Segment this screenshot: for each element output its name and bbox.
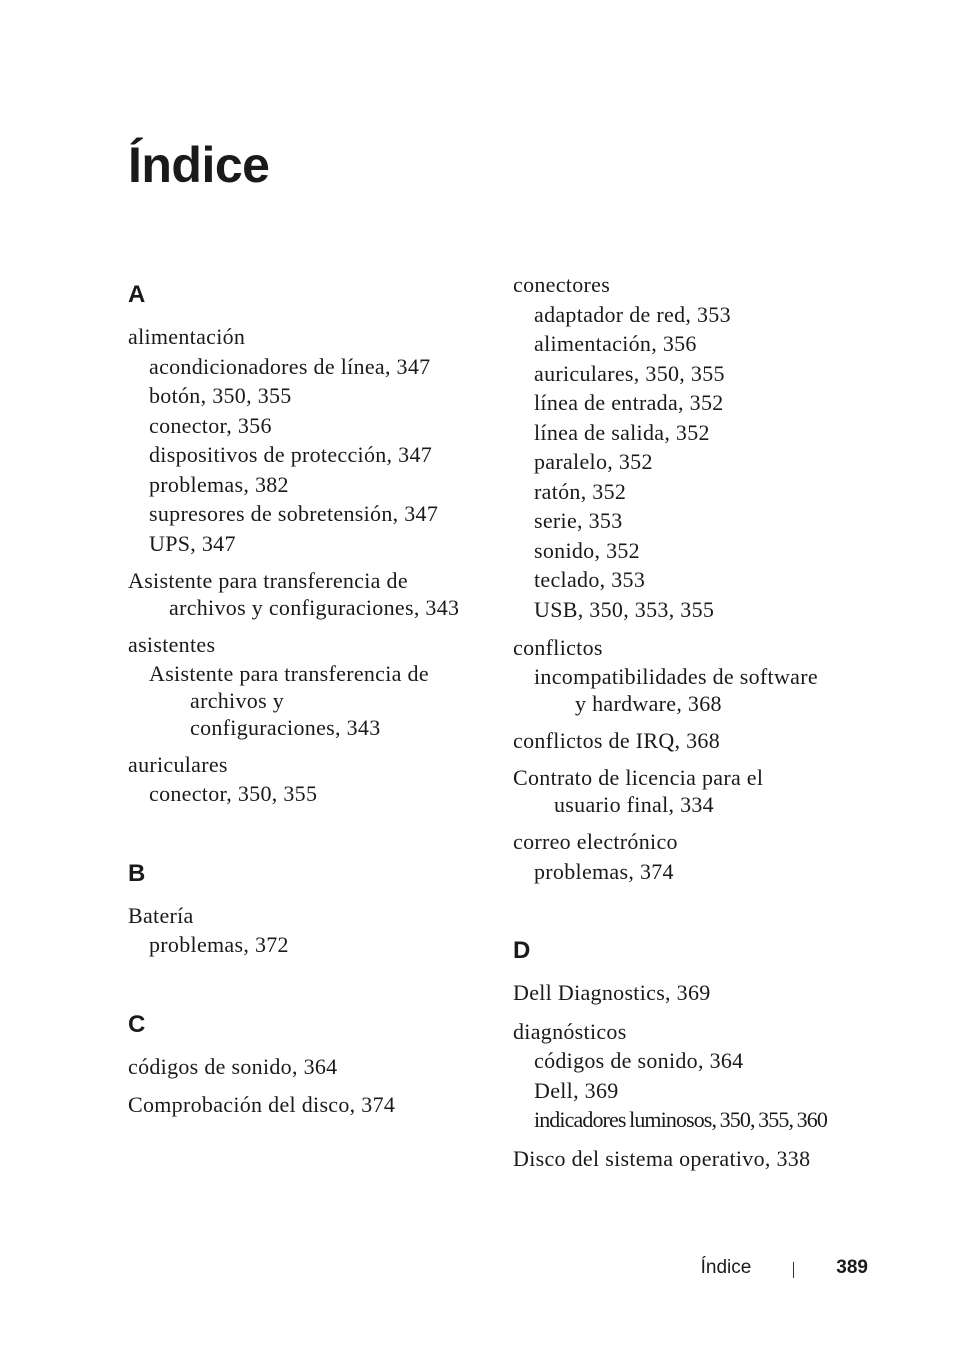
index-term: asistentes — [128, 632, 216, 657]
index-subterm: sonido, 352 — [534, 537, 640, 563]
index-entry — [513, 978, 873, 1008]
index-subterm: Asistente para transferencia de — [149, 660, 429, 686]
index-term: Disco del sistema operativo, 338 — [513, 1145, 811, 1171]
index-entry — [513, 726, 873, 756]
index-subterm: y hardware, 368 — [575, 690, 722, 716]
index-entry — [128, 1090, 488, 1120]
index-entry — [128, 322, 488, 558]
index-entry — [128, 567, 488, 621]
index-subterm: archivos y configuraciones, 343 — [169, 595, 460, 620]
index-term: Comprobación del disco, 374 — [128, 1092, 396, 1117]
index-entry — [128, 750, 488, 809]
index-term: diagnósticos — [513, 1018, 627, 1044]
index-term: Asistente para transferencia de — [128, 568, 408, 593]
index-entry — [513, 827, 873, 886]
index-term: Contrato de licencia para el — [513, 765, 764, 790]
index-entry — [513, 764, 873, 818]
index-entry — [128, 901, 488, 960]
index-entry — [513, 1144, 873, 1174]
index-subterm: acondicionadores de línea, 347 — [149, 353, 431, 379]
index-subterm: incompatibilidades de software — [534, 663, 818, 689]
index-subterm: conector, 350, 355 — [149, 781, 318, 806]
index-subterm: problemas, 382 — [149, 471, 289, 497]
index-subterm: teclado, 353 — [534, 567, 646, 592]
index-subterm: Dell, 369 — [534, 1077, 619, 1103]
footer-divider — [793, 1262, 794, 1278]
index-column-right — [513, 270, 873, 1182]
index-subterm: línea de entrada, 352 — [534, 390, 724, 415]
index-subterm: adaptador de red, 353 — [534, 301, 731, 327]
index-subterm: ratón, 352 — [534, 478, 627, 504]
index-entry — [128, 630, 488, 741]
index-subterm: serie, 353 — [534, 508, 623, 533]
index-subterm: línea de salida, 352 — [534, 419, 710, 445]
index-column-left — [128, 270, 488, 1129]
index-subterm: usuario final, 334 — [554, 792, 714, 817]
page-title: Índice — [128, 137, 270, 193]
section-letter: A — [128, 281, 146, 308]
index-subterm: paralelo, 352 — [534, 449, 653, 474]
index-subterm: USB, 350, 353, 355 — [534, 596, 715, 622]
index-entry — [128, 1052, 488, 1082]
index-term: códigos de sonido, 364 — [128, 1053, 338, 1079]
index-subterm: archivos y — [190, 687, 285, 713]
index-subterm: conector, 356 — [149, 412, 272, 438]
section-letter: D — [513, 937, 531, 964]
index-term: correo electrónico — [513, 829, 678, 854]
index-subterm: UPS, 347 — [149, 530, 236, 556]
index-subterm: códigos de sonido, 364 — [534, 1048, 744, 1073]
index-term: Batería — [128, 902, 194, 928]
index-subterm: problemas, 372 — [149, 932, 289, 957]
index-term: conflictos de IRQ, 368 — [513, 727, 721, 753]
index-subterm: dispositivos de protección, 347 — [149, 442, 433, 467]
index-subterm: indicadores luminosos, 350, 355, 360 — [534, 1107, 827, 1132]
index-subterm: supresores de sobretensión, 347 — [149, 501, 439, 526]
index-subterm: problemas, 374 — [534, 858, 674, 884]
index-subterm: configuraciones, 343 — [190, 714, 381, 740]
index-subterm: auriculares, 350, 355 — [534, 360, 725, 386]
section-letter: B — [128, 859, 146, 887]
index-subterm: botón, 350, 355 — [149, 383, 292, 408]
page-footer — [701, 1256, 868, 1280]
index-entry — [513, 633, 873, 717]
index-term: Dell Diagnostics, 369 — [513, 980, 711, 1005]
index-term: auriculares — [128, 751, 228, 777]
index-entry — [513, 270, 873, 624]
index-term: conflictos — [513, 635, 603, 660]
index-entry — [513, 1017, 873, 1135]
section-letter: C — [128, 1010, 146, 1038]
index-term: alimentación — [128, 324, 246, 349]
index-subterm: alimentación, 356 — [534, 331, 697, 356]
index-term: conectores — [513, 272, 611, 297]
page-number: 389 — [836, 1257, 868, 1278]
footer-label: Índice — [700, 1257, 752, 1278]
